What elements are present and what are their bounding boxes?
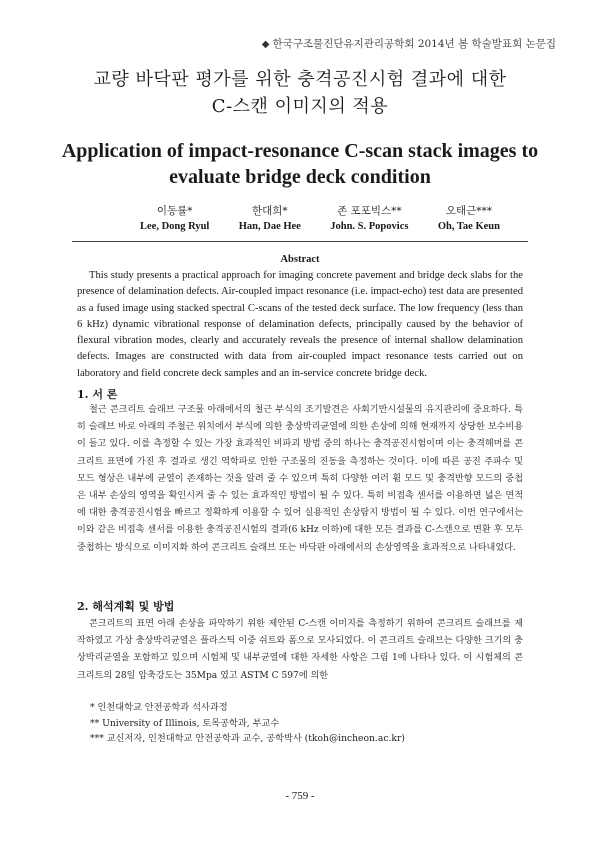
footnote: * 인천대학교 안전공학과 석사과정 [90, 702, 228, 713]
footnotes [90, 700, 520, 747]
society-logo-icon: ◆ [261, 39, 270, 50]
abstract-heading: Abstract [280, 254, 320, 265]
author-name-english: John. S. Popovics [330, 221, 409, 232]
english-title [0, 138, 600, 190]
author-list [140, 203, 500, 235]
author-name-korean: 오태근*** [445, 205, 492, 217]
author-name-english: Han, Dae Hee [238, 221, 301, 232]
author-name-english: Oh, Tae Keun [437, 221, 500, 232]
author-name-korean: 존 포포빅스** [337, 205, 402, 217]
running-header [262, 36, 556, 51]
section-heading-introduction: 1. 서 론 [77, 388, 118, 401]
author-divider [72, 241, 528, 242]
section-body-methods: 콘크리트의 표면 아래 손상을 파악하기 위한 제안된 C-스캔 이미지를 측정하기 위하여 콘크리트 슬래브를 제작하였고 가상 충상박리균열은 플라스틱 이중 쉬트와 폼으로 모사되었다. 이 콘크리트 슬래브는 다양한 크기의 충상박리균열을 포함하고 있으며 시험체 및 내부균열에 대한 자세한 사항은 그림 1에 나타나 있다. 이 시험체의 콘크리트의 28일 압축강도는 35Mpa 였고 ASTM C 597에 의한 [77, 619, 523, 681]
korean-title [0, 66, 600, 120]
section-heading-methods: 2. 해석계획 및 방법 [77, 600, 175, 613]
author-name-korean: 한대희* [251, 205, 288, 217]
section-body-introduction: 철근 콘크리트 슬래브 구조물 아래에서의 철근 부식의 조기발견은 사회기반시설물의 유지관리에 중요하다. 특히 슬래브 바로 아래의 주철근 위치에서 부식에 의한 충상박리균열에 의한 손상에 의해 현재까지 상당한 보수비용이 들고 있다. 이를 측정할 수 있는 가장 효과적인 비파괴 방법 중의 하나는 충격공진시험이며 이는 충격해머를 콘크리트 표면에 가진 후 결과로 생긴 역학파로 인한 구조물의 진동을 측정하는 것이다. 이에 따른 공진 주파수 및 모드 형상은 내부에 균열이 존재하는 것을 알려 줄 수 있으며 특히 다양한 여러 휨 모드 및 충격반향 모드의 중첩은 내부 손상의 영역을 확인시켜 줄 수 있는 효과적인 방법이 될 수 있다. 특히 비접촉 센서를 이용하면 넓은 면적에 대한 충격공진시험을 빠르고 정확하게 이용할 수 있어 실용적인 손상탐지 방법이 될 수 있다. 이번 연구에서는 이와 같은 비접촉 센서를 이용한 충격공진시험의 결과(6 kHz 이하)에 대한 모든 결과를 C-스캔으로 변환 후 모두 중첩하는 방식으로 이미지화 하여 콘크리트 슬래브 또는 바닥판 아래에서의 손상영역을 효과적으로 나타내었다. [77, 405, 523, 553]
author-name-korean: 이동률* [156, 205, 193, 217]
running-header-text: 한국구조물진단유지관리공학회 2014년 봄 학술발표회 논문집 [272, 38, 556, 50]
korean-title-line-1: 교량 바닥판 평가를 위한 충격공진시험 결과에 대한 [93, 69, 507, 90]
english-title-line-1: Application of impact-resonance C-scan stack images to [61, 140, 539, 162]
author-name-english: Lee, Dong Ryul [140, 221, 210, 232]
author [438, 203, 500, 235]
author [239, 203, 301, 235]
page-number: - 759 - [285, 790, 315, 802]
author [330, 203, 408, 235]
korean-title-line-2: C-스캔 이미지의 적용 [211, 96, 389, 117]
abstract-text: This study presents a practical approach for imaging concrete pavement and bridge deck slabs for the presence of delamination defects. Air-coupled impact resonance (i.e. impact-echo) test data are presented as a fused image using stacked spectral C-scans of the tested deck surface. The low frequency (less than 6 kHz) dynamic vibrational response of delamination defects, principally caused by the behavior of flexural vibration modes, clearly and accurately reveals the presence of internal shallow delamination defects. Images are constructed with data from air-coupled impact resonance tests carried out on laboratory and field concrete deck samples and an in-service concrete bridge deck. [77, 270, 523, 379]
english-title-line-2: evaluate bridge deck condition [169, 166, 431, 188]
author [140, 203, 209, 235]
footnote: ** University of Illinois, 토목공학과, 부교수 [90, 717, 280, 729]
footnote: *** 교신저자, 인천대학교 안전공학과 교수, 공학박사 (tkoh@incheon.ac.kr) [90, 733, 405, 744]
